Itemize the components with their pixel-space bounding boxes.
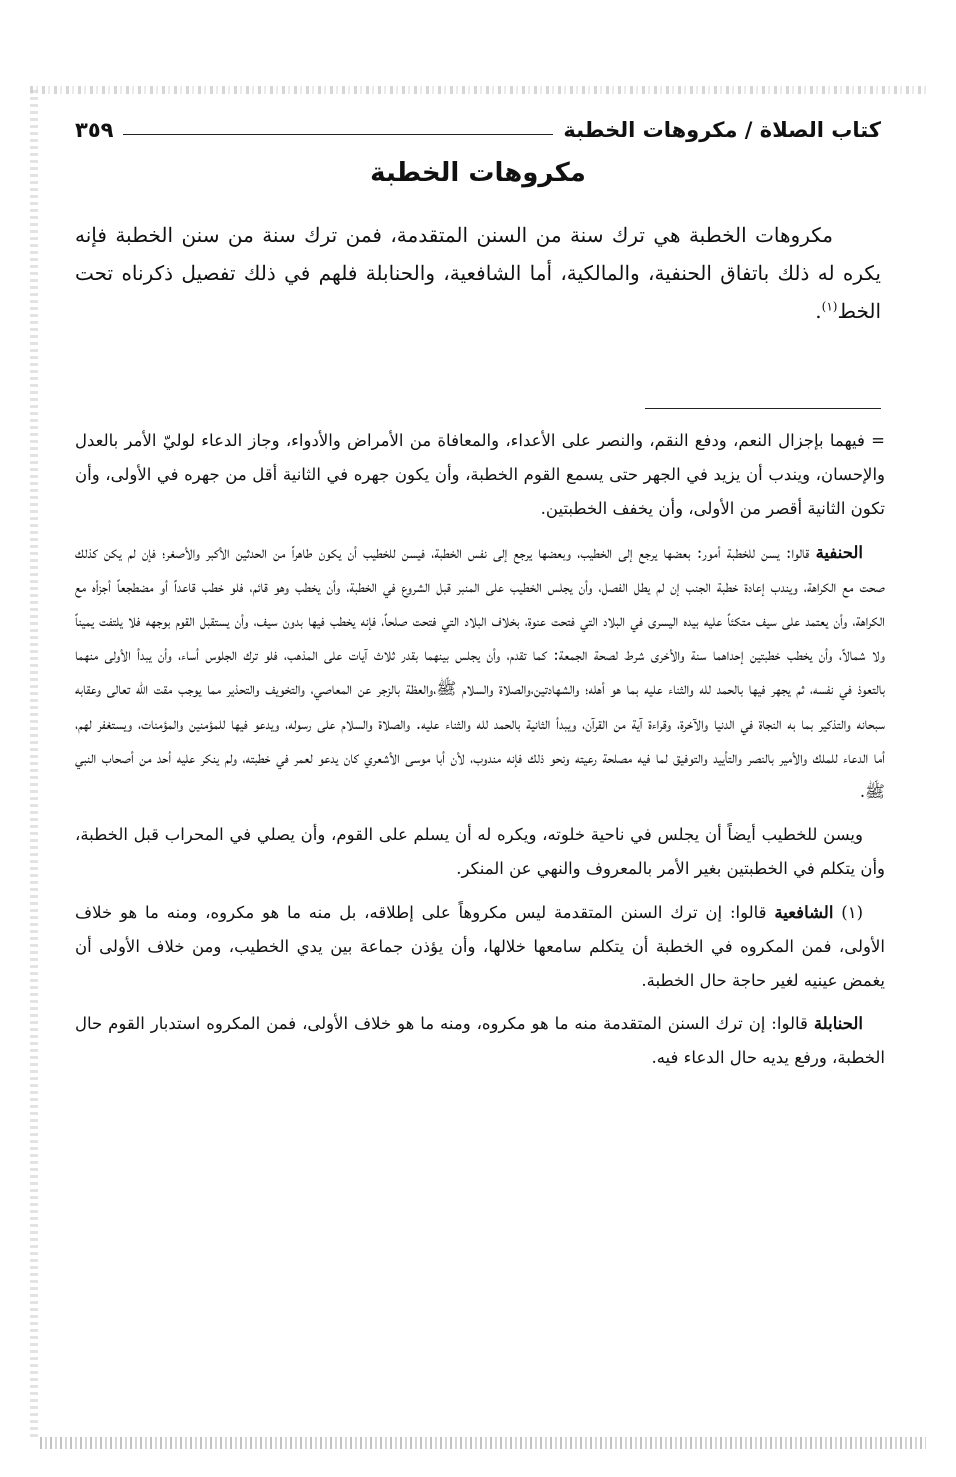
shafii-lead: الشافعية xyxy=(774,902,834,922)
shafii-number: (١) xyxy=(841,902,863,922)
footnote-marker: (١) xyxy=(821,299,838,314)
footnote-rule xyxy=(645,408,881,409)
hanafi-lead: الحنفية xyxy=(815,542,863,562)
section-title: مكروهات الخطبة xyxy=(370,158,586,188)
page-edge-bottom xyxy=(40,1437,926,1449)
page-number: ٣٥٩ xyxy=(75,118,114,142)
footnote-hanafi xyxy=(75,536,885,810)
main-text xyxy=(75,216,881,330)
hanafi-text: قالوا: يسن للخطبة أمور: بعضها يرجع إلى الخطيب، وبعضها يرجع إلى نفس الخطبة، فيسن للخطيب أن يكون طاهراً من الحدثين الأكبر والأصغر؛ فإن لم يكن كذلك صحت مع الكراهة، ويندب إعادة خطبة الجنب إن لم يطل الفصل، وأن يجلس الخطيب على المنبر قبل الشروع في الخطبة، وأن يخطب وهو قائم، فلو خطب قاعداً أو مضطجعاً أجزأه مع الكراهة، وأن يعتمد على سيف متكئاً عليه بيده اليسرى في البلاد التي فتحت عنوة، بخلاف البلاد التي فتحت صلحاً، فإنه يخطب فيها بدون سيف، وأن يستقبل القوم بوجهه فلا يلتفت يميناً ولا شمالاً، وأن يخطب خطبتين إحداهما سنة والأخرى شرط لصحة الجمعة: كما تقدم، وأن يجلس بينهما بقدر ثلاث آيات على المذهب، فلو ترك الجلوس أساء، وأن يبدأ الأولى منهما بالتعوذ في نفسه، ثم يجهر فيها بالحمد لله والثناء عليه بما هو أهله؛ والشهادتين،والصلاة والسلام ﷺ،والعظة بالزجر عن المعاصي، والتخويف والتحذير مما يوجب مقت الله تعالى وعقابه سبحانه والتذكير بما به النجاة في الدنيا والآخرة، وقراءة آية من القرآن، ويبدأ الثانية بالحمد لله والثناء عليه. والصلاة والسلام على رسوله، ويدعو فيها للمؤمنين والمؤمنات، ويستغفر لهم، أما الدعاء للملك والأمير بالنصر والتأييد والتوفيق لما فيه مصلحة رعيته ونحو ذلك فإنه مندوب، لأن أبا موسى الأشعري كان يدعو لعمر في خطبته، ولم ينكر عليه أحد من أصحاب النبي ﷺ. xyxy=(75,542,885,802)
footnote-continuation: = فيهما بإجزال النعم، ودفع النقم، والنصر على الأعداء، والمعافاة من الأمراض والأدواء، وجاز الدعاء لوليّ الأمر بالعدل والإحسان، ويندب أن يزيد في الجهر حتى يسمع القوم الخطبة، وأن يكون جهره في الثانية أقل من جهره في الأولى، وأن تكون الثانية أقصر من الأولى، وأن يخفف الخطبتين. xyxy=(75,431,885,519)
hanbali-text: قالوا: إن ترك السنن المتقدمة منه ما هو مكروه، ومنه ما هو خلاف الأولى، فمن المكروه استدبار القوم حال الخطبة، ورفع يديه حال الدعاء فيه. xyxy=(75,1014,885,1068)
shafii-text: قالوا: إن ترك السنن المتقدمة ليس مكروهاً على إطلاقه، بل منه ما هو مكروه، ومنه ما هو خلاف الأولى، فمن المكروه في الخطبة أن يتكلم سامعها خلالها، وأن يؤذن جماعة بين يدي الخطيب، ومن خلاف الأولى أن يغمض عينيه لغير حاجة حال الخطبة. xyxy=(75,902,885,991)
page-edge-left xyxy=(30,90,38,1437)
hanbali-lead: الحنابلة xyxy=(813,1014,863,1034)
footnote-hanafi-more: ويسن للخطيب أيضاً أن يجلس في ناحية خلوته، ويكره له أن يسلم على القوم، وأن يصلي في المحراب قبل الخطبة، وأن يتكلم في الخطبتين بغير الأمر بالمعروف والنهي عن المنكر. xyxy=(75,825,885,879)
footnote-hanbali xyxy=(75,1007,885,1075)
page-edge-top xyxy=(30,86,926,94)
footnote-shafii xyxy=(75,896,885,999)
footnotes xyxy=(75,424,885,1085)
main-paragraph-end: . xyxy=(815,299,822,323)
running-header xyxy=(75,112,881,148)
main-paragraph xyxy=(75,216,881,330)
header-title: كتاب الصلاة / مكروهات الخطبة xyxy=(563,118,881,142)
main-paragraph-text: مكروهات الخطبة هي ترك سنة من السنن المتقدمة، فمن ترك سنة من سنن الخطبة فإنه يكره له ذلك باتفاق الحنفية، والمالكية، أما الشافعية، والحنابلة فلهم في ذلك تفصيل ذكرناه تحت الخط xyxy=(75,223,881,323)
header-rule xyxy=(123,134,553,135)
